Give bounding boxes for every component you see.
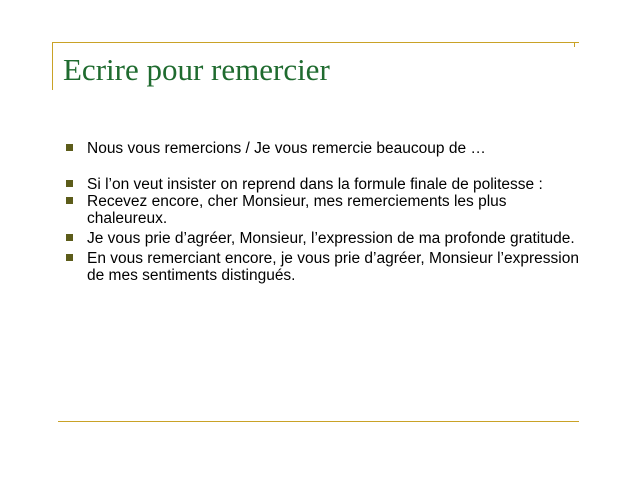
square-bullet-icon bbox=[66, 144, 73, 151]
square-bullet-icon bbox=[66, 254, 73, 261]
bullet-item bbox=[66, 250, 586, 284]
bullet-item bbox=[66, 176, 586, 193]
top-divider-tick bbox=[574, 42, 575, 47]
bullet-text: Nous vous remercions / Je vous remercie beaucoup de … bbox=[87, 140, 486, 157]
bottom-divider bbox=[58, 421, 579, 422]
bullet-list bbox=[66, 140, 586, 284]
top-divider bbox=[52, 42, 579, 43]
square-bullet-icon bbox=[66, 197, 73, 204]
bullet-item bbox=[66, 140, 586, 157]
bullet-text: Je vous prie d’agréer, Monsieur, l’expression de ma profonde gratitude. bbox=[87, 230, 575, 247]
bullet-text: En vous remerciant encore, je vous prie d’agréer, Monsieur l’expression de mes sentiments distingués. bbox=[87, 250, 579, 284]
bullet-text: Recevez encore, cher Monsieur, mes remerciements les plus chaleureux. bbox=[87, 193, 507, 227]
square-bullet-icon bbox=[66, 234, 73, 241]
bullet-item bbox=[66, 193, 586, 227]
slide-title: Ecrire pour remercier bbox=[63, 52, 330, 87]
bullet-item bbox=[66, 230, 586, 247]
square-bullet-icon bbox=[66, 180, 73, 187]
left-divider bbox=[52, 42, 53, 90]
bullet-text: Si l’on veut insister on reprend dans la formule finale de politesse : bbox=[87, 176, 543, 193]
